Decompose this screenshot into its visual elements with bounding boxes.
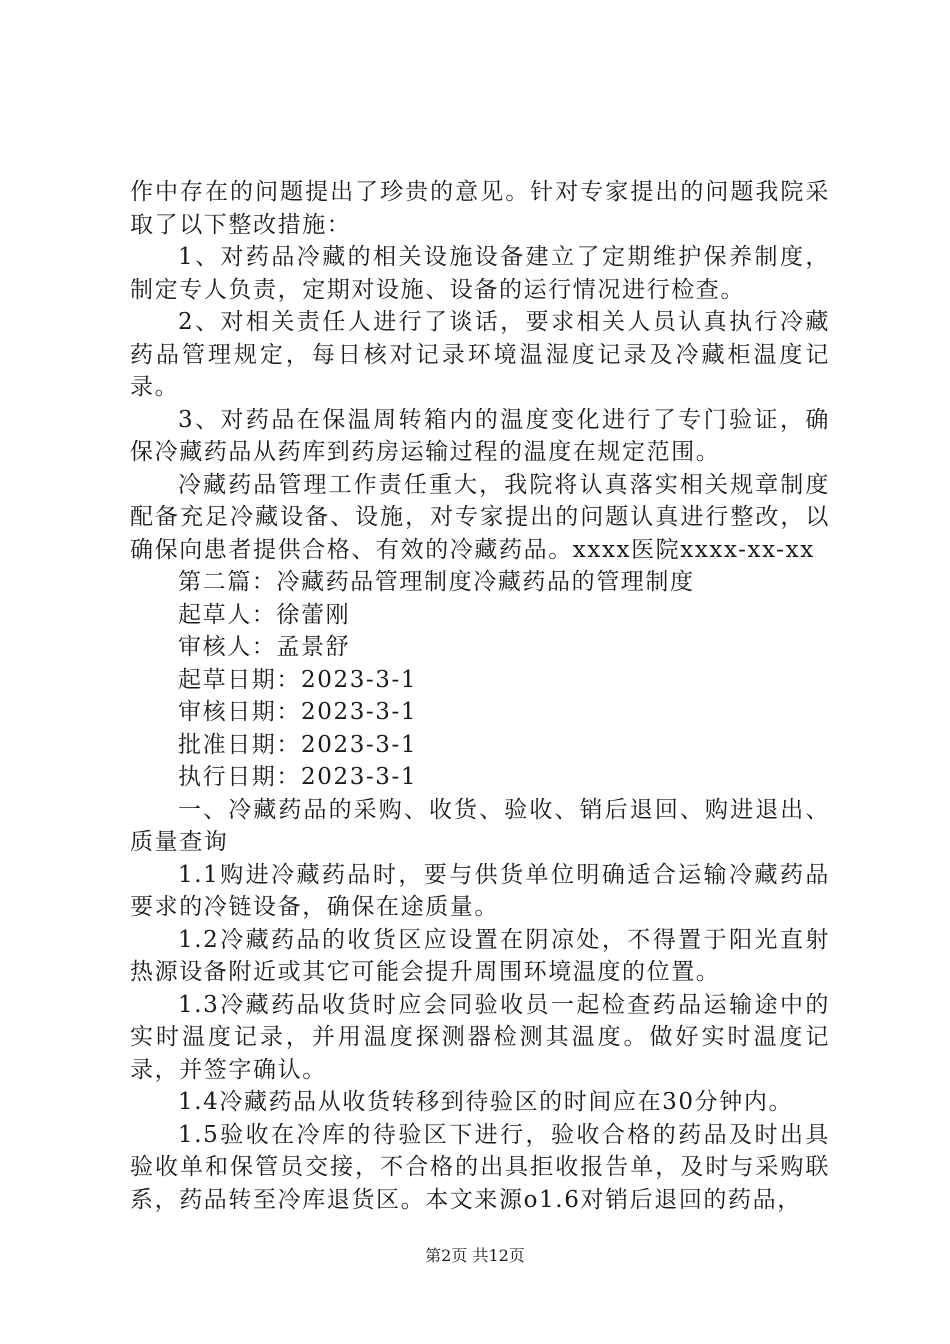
paragraph: 1.1购进冷藏药品时，要与供货单位明确适合运输冷藏药品要求的冷链设备，确保在途质量。 xyxy=(130,861,830,920)
paragraph: 作中存在的问题提出了珍贵的意见。针对专家提出的问题我院采取了以下整改措施： xyxy=(130,179,830,238)
paragraph: 1.2冷藏药品的收货区应设置在阴凉处，不得置于阳光直射热源设备附近或其它可能会提升周围环境温度的位置。 xyxy=(130,926,830,985)
paragraph: 1.4冷藏药品从收货转移到待验区的时间应在30分钟内。 xyxy=(178,1089,794,1115)
effective-date-line: 执行日期：2023-3-1 xyxy=(178,764,418,790)
paragraph: 3、对药品在保温周转箱内的温度变化进行了专门验证，确保冷藏药品从药库到药房运输过程的温度在规定范围。 xyxy=(130,406,830,465)
page-number-footer: 第2页 共12页 xyxy=(425,1246,525,1265)
paragraph: 冷藏药品管理工作责任重大，我院将认真落实相关规章制度配备充足冷藏设备、设施，对专家提出的问题认真进行整改，以确保向患者提供合格、有效的冷藏药品。xxxx医院xxxx-xx-xx xyxy=(130,471,830,563)
reviewer-line: 审核人：孟景舒 xyxy=(178,634,351,660)
subsection-heading: 一、冷藏药品的采购、收货、验收、销后退回、购进退出、质量查询 xyxy=(130,796,830,855)
document-body xyxy=(130,176,830,1216)
paragraph: 1、对药品冷藏的相关设施设备建立了定期维护保养制度，制定专人负责，定期对设施、设备的运行情况进行检查。 xyxy=(130,244,830,303)
review-date-line: 审核日期：2023-3-1 xyxy=(178,699,418,725)
paragraph: 2、对相关责任人进行了谈话，要求相关人员认真执行冷藏药品管理规定，每日核对记录环境温湿度记录及冷藏柜温度记录。 xyxy=(130,309,830,400)
drafter-line: 起草人：徐蕾刚 xyxy=(178,601,351,628)
section-heading: 第二篇：冷藏药品管理制度冷藏药品的管理制度 xyxy=(178,569,695,595)
paragraph: 1.5验收在冷库的待验区下进行，验收合格的药品及时出具验收单和保管员交接，不合格的出具拒收报告单，及时与采购联系，药品转至冷库退货区。本文来源o1.6对销后退回的药品， xyxy=(130,1121,830,1213)
approval-date-line: 批准日期：2023-3-1 xyxy=(178,731,418,758)
paragraph: 1.3冷藏药品收货时应会同验收员一起检查药品运输途中的实时温度记录，并用温度探测器检测其温度。做好实时温度记录，并签字确认。 xyxy=(130,991,830,1083)
draft-date-line: 起草日期：2023-3-1 xyxy=(178,666,418,693)
